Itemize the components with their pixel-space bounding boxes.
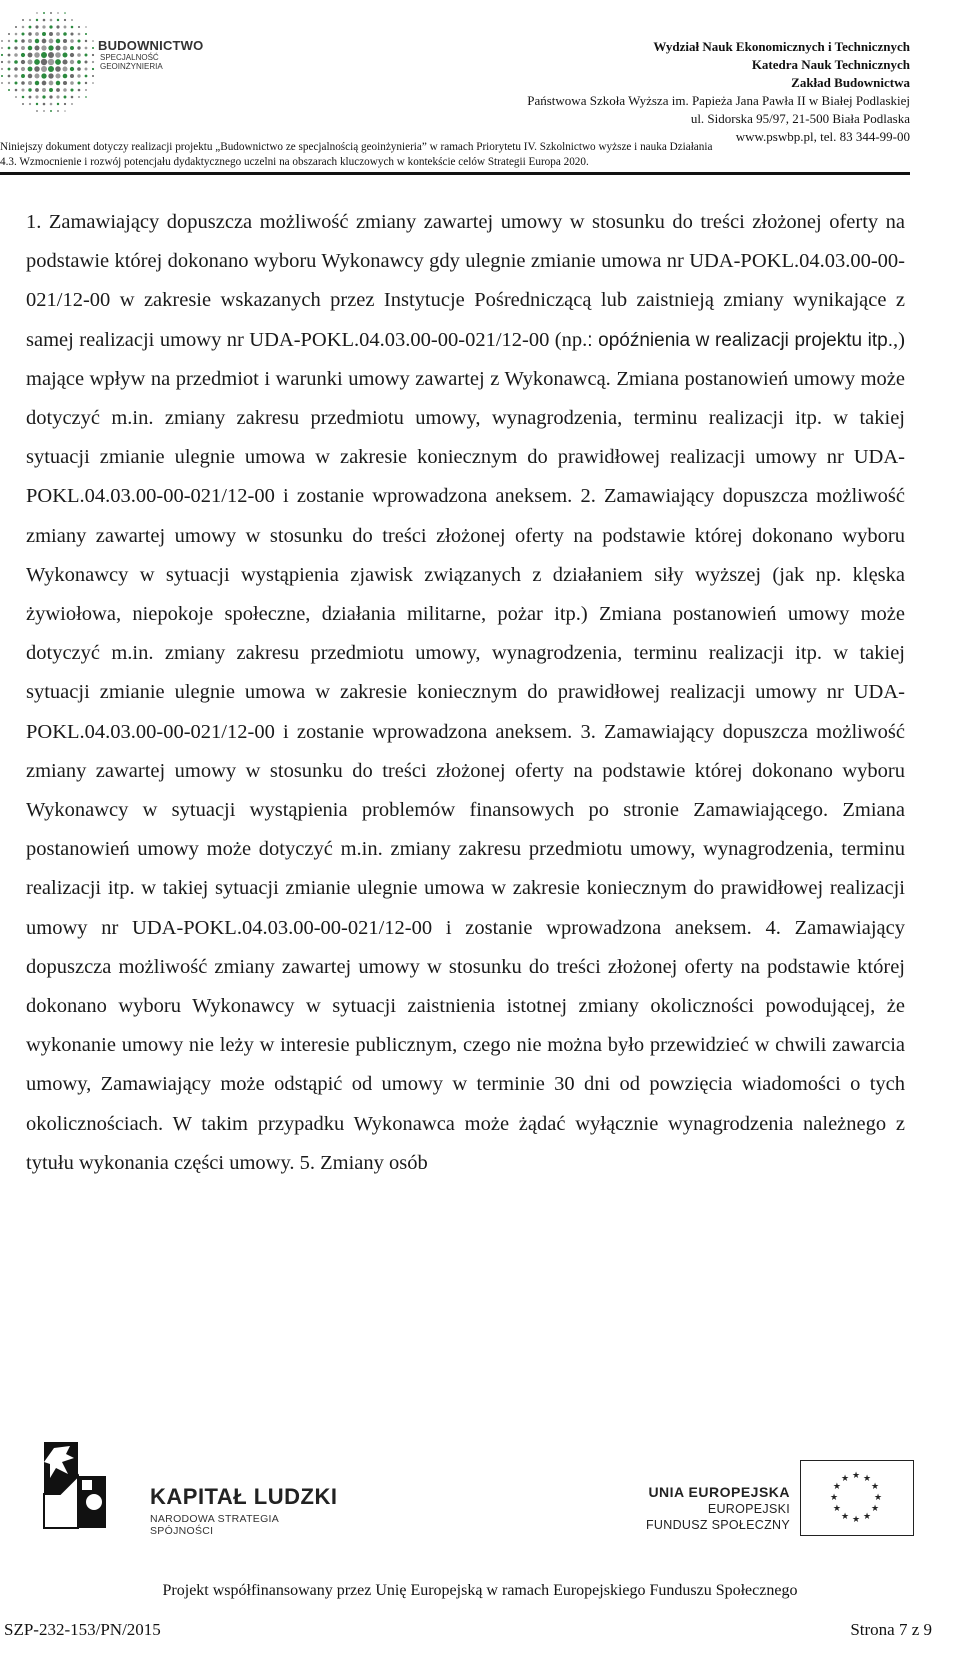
university-name: Państwowa Szkoła Wyższa im. Papieża Jana Pawła II w Białej Podlaskiej [527,93,910,108]
document-body [26,203,905,1183]
department-name: Katedra Nauk Technicznych [751,57,910,72]
eu-name: UNIA EUROPEJSKA [648,1484,790,1500]
svg-text:★: ★ [829,1493,839,1503]
eu-fund-line-1: EUROPEJSKI [707,1502,790,1516]
page-header [0,0,960,180]
unit-name: Zakład Budownictwa [791,75,910,90]
logo-title: BUDOWNICTWO [98,38,204,53]
notice-line-1: Niniejszy dokument dotyczy realizacji projektu „Budownictwo ze specjalnością geoinżynieria” w ramach Priorytetu IV. Szkolnictwo wyższe i nauka Działania [0,141,713,153]
contact-info: www.pswbp.pl, tel. 83 344-99-00 [735,129,910,144]
logo-subtitle-1: SPECJALNOŚĆ [100,53,159,62]
svg-text:★: ★ [840,1473,850,1484]
eu-logo [630,1460,930,1540]
kapital-ludzki-subtitle: NARODOWA STRATEGIA SPÓJNOŚCI [150,1513,279,1537]
institution-address [527,38,910,146]
svg-text:★: ★ [873,1493,883,1503]
svg-text:★: ★ [851,1515,861,1525]
svg-text:★: ★ [871,1482,880,1492]
body-text-part-2: : opóźnienia w realizacji projektu itp. [587,329,894,351]
notice-line-2: 4.3. Wzmocnienie i rozwój potencjału dydaktycznego uczelni na obszarach kluczowych w kontekście celów Strategii Europa 2020. [0,156,589,168]
header-divider [0,172,910,175]
svg-text:★: ★ [832,1482,841,1492]
svg-text:★: ★ [862,1473,872,1484]
svg-text:★: ★ [832,1504,841,1514]
street-address: ul. Sidorska 95/97, 21-500 Biała Podlaska [690,111,910,126]
svg-text:★: ★ [871,1504,880,1514]
body-text-part-1: 1. Zamawiający dopuszcza możliwość zmiany zawartej umowy w stosunku do treści złożonej oferty na podstawie której dokonano wyboru Wykonawcy gdy ulegnie zmianie umowa nr UDA-POKL.04.03.00-00-021/12-00 w zakresie wskazanych przez Instytucje Pośredniczącą lub zaistnieją zmiany wynikające z samej realizacji umowy nr UDA-POKL.04.03.00-00-021/12-00 (np. [26,211,905,351]
dotted-globe-icon [0,0,100,130]
page-indicator: Strona 7 z 9 [850,1620,932,1639]
cofinance-note: Projekt współfinansowany przez Unię Europejską w ramach Europejskiego Funduszu Społecznego [162,1582,798,1599]
body-text-part-3: ,) mające wpływ na przedmiot i warunki umowy zawartej z Wykonawcą. Zmiana postanowień umowy może dotyczyć m.in. zmiany zakresu przedmiotu umowy, wynagrodzenia, terminu realizacji itp. w takiej sytuacji zmianie ulegnie umowa w zakresie koniecznym do prawidłowej realizacji umowy nr UDA-POKL.04.03.00-00-021/12-00 i zostanie wprowadzona aneksem. 2. Zamawiający dopuszcza możliwość zmiany zawartej umowy w stosunku do treści złożonej oferty na podstawie której dokonano wyboru Wykonawcy w sytuacji wystąpienia zjawisk związanych z działaniem siły wyższej (jak np. klęska żywiołowa, niepokoje społeczne, działania militarne, pożar itp.) Zmiana postanowień umowy może dotyczyć m.in. zmiany zakresu przedmiotu umowy, wynagrodzenia, terminu realizacji itp. w takiej sytuacji zmianie ulegnie umowa w zakresie koniecznym do prawidłowej realizacji umowy nr UDA-POKL.04.03.00-00-021/12-00 i zostanie wprowadzona aneksem. 3. Zamawiający dopuszcza możliwość zmiany zawartej umowy w stosunku do treści złożonej oferty na podstawie której dokonano wyboru Wykonawcy w sytuacji wystąpienia problemów finansowych po stronie Zamawiającego. Zmiana postanowień umowy może dotyczyć m.in. zmiany zakresu przedmiotu umowy, wynagrodzenia, terminu realizacji itp. w takiej sytuacji zmianie ulegnie umowa w zakresie koniecznym do prawidłowej realizacji umowy nr UDA-POKL.04.03.00-00-021/12-00 i zostanie wprowadzona aneksem. 4. Zamawiający dopuszcza możliwość zmiany zawartej umowy w stosunku do treści złożonej oferty na podstawie której dokonano wyboru Wykonawcy w sytuacji zaistnienia istotnej zmiany okoliczności powodującej, że wykonanie umowy nie leży w interesie publicznym, czego nie można było przewidzieć w chwili zawarcia umowy, Zamawiający może odstąpić od umowy w terminie 30 dni od powzięcia wiadomości o tych okolicznościach. W takim przypadku Wykonawca może żądać wyłącznie wynagrodzenia należnego z tytułu wykonania części umowy. 5. Zmiany osób [26,328,905,1174]
svg-text:★: ★ [862,1512,872,1523]
eu-fund-line-2: FUNDUSZ SPOŁECZNY [645,1518,790,1532]
eu-flag [800,1460,914,1536]
kapital-ludzki-logo [40,1440,340,1537]
svg-text:★: ★ [851,1471,861,1481]
document-number: SZP-232-153/PN/2015 [4,1620,161,1639]
eu-stars-icon [801,1461,912,1534]
faculty-name: Wydział Nauk Ekonomicznych i Technicznych [653,39,910,54]
footer-logos [0,1440,960,1540]
kapital-ludzki-emblem-icon [40,1440,110,1530]
logo-subtitle-2: GEOINŻYNIERIA [100,62,163,71]
svg-text:★: ★ [840,1512,850,1523]
kapital-ludzki-title: KAPITAŁ LUDZKI [150,1484,338,1509]
budownictwo-logo [0,0,230,140]
project-notice [0,140,920,170]
